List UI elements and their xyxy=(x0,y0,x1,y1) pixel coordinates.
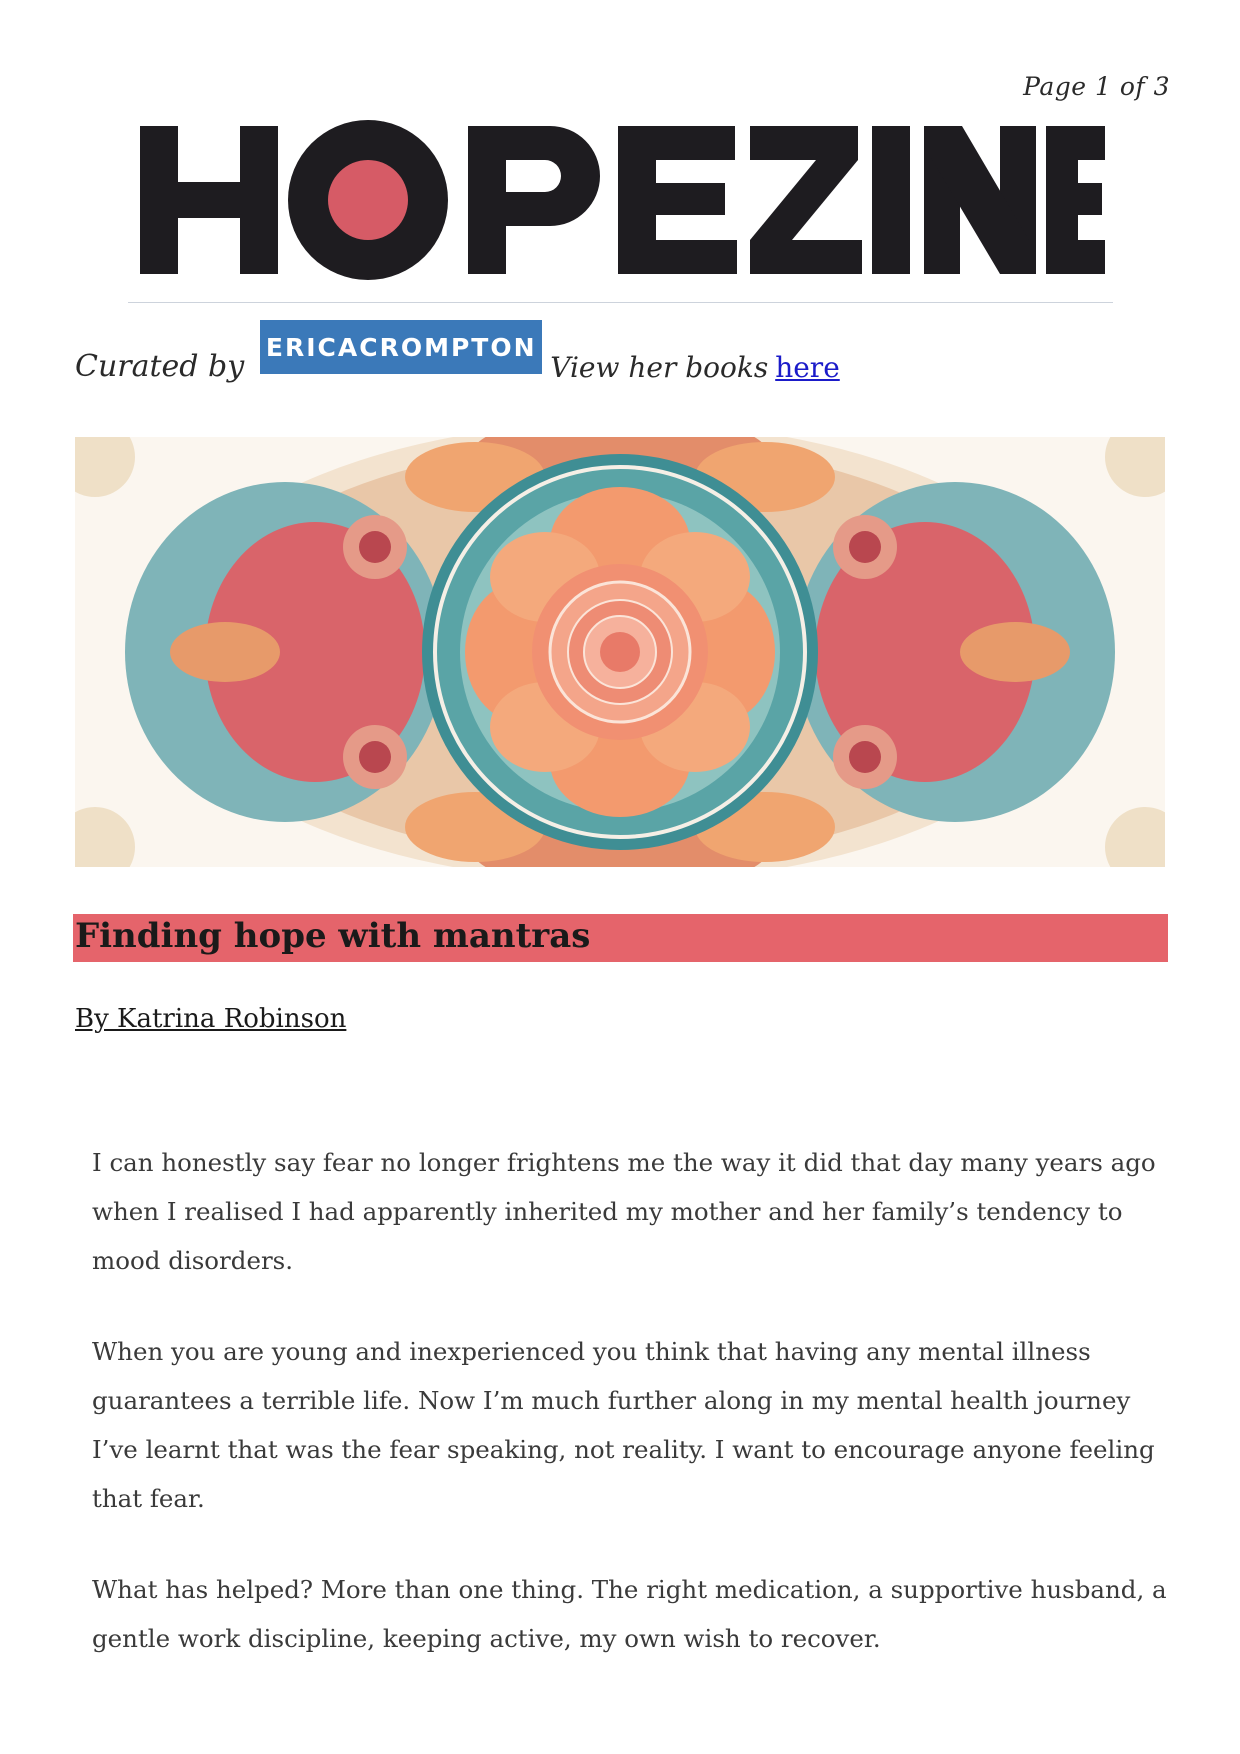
article-title-bar xyxy=(73,914,1168,962)
logo-dot-icon xyxy=(328,160,408,240)
article-paragraph: I can honestly say fear no longer frightens me the way it did that day many years ago when I realised I had apparently inherited my mother and her family’s tendency to mood disorders. xyxy=(92,1148,1156,1275)
article-paragraph: When you are young and inexperienced you think that having any mental illness guarantees a terrible life. Now I’m much further along in my mental health journey I’ve learnt that was the fear speaking, not reality. I want to encourage anyone feeling that fear. xyxy=(92,1337,1155,1513)
article-byline: By Katrina Robinson xyxy=(75,1004,347,1034)
hopezine-logo xyxy=(140,112,1105,287)
curation-row xyxy=(75,320,840,388)
page-number: Page 1 of 3 xyxy=(1023,72,1170,101)
article-title: Finding hope with mantras xyxy=(75,916,591,956)
curated-by-label: Curated by xyxy=(75,349,245,384)
books-here-link[interactable]: here xyxy=(775,351,840,384)
masthead-divider xyxy=(128,302,1113,303)
hero-mandala-image xyxy=(75,437,1165,867)
mandala-icon xyxy=(75,437,1165,867)
view-books-text: View her books xyxy=(550,351,769,384)
article-paragraph: What has helped? More than one thing. The right medication, a supportive husband, a gentle work discipline, keeping active, my own wish to recover. xyxy=(92,1575,1167,1653)
article-body xyxy=(92,1138,1167,1705)
curator-badge[interactable]: ERICACROMPTON xyxy=(260,320,542,374)
